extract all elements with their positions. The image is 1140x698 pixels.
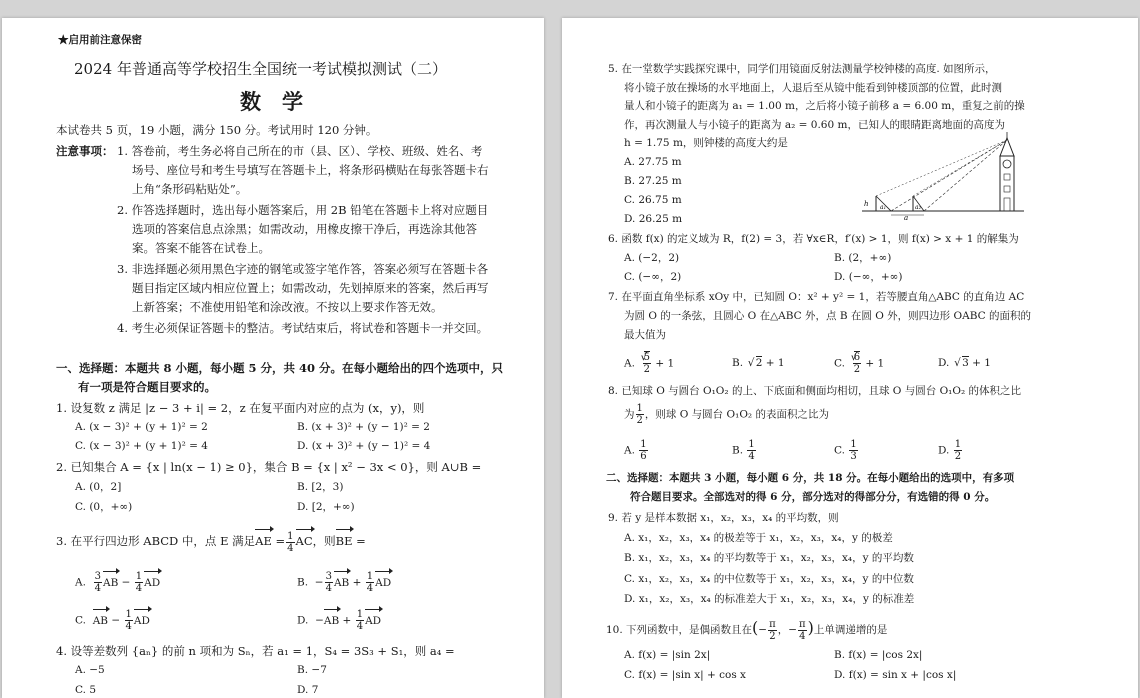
q5-line-5: h = 1.75 m，则钟楼的高度大约是 [624,137,788,149]
q9-option-c: C. x₁，x₂，x₃，x₄ 的中位数等于 x₁，x₂，x₃，x₄，y 的中位数 [624,573,914,585]
note-2-line-2: 选项的答案信息点涂黑；如需改动，用橡皮擦干净后，再选涂其他答 [132,222,477,236]
q9-option-d: D. x₁，x₂，x₃，x₄ 的标准差大于 x₁，x₂，x₃，x₄，y 的标准差 [624,593,915,605]
q10-option-b: B. f(x) = |cos 2x| [834,649,923,661]
section2-heading: 二、选择题：本题共 3 小题，每小题 6 分，共 18 分。在每小题给出的选项中，有多项 [606,472,1015,484]
q1-option-c: C. (x − 3)² + (y + 1)² = 4 [75,440,208,452]
q3-option-b: B. − $\frac{3}{4}$ AB + $\frac{1}{4}$ AD [297,571,392,594]
q2-stem: 2. 已知集合 A = {x | ln(x − 1) ≥ 0}，集合 B = {x | x² − 3x < 0}，则 A∪B = [56,460,482,474]
q7-option-a: A. √ $\frac{5}{2}$ + 1 [624,352,674,375]
exam-page-left [2,18,544,698]
q9-option-a: A. x₁，x₂，x₃，x₄ 的极差等于 x₁，x₂，x₃，x₄，y 的极差 [624,532,893,544]
q4-stem: 4. 设等差数列 {aₙ} 的前 n 项和为 Sₙ，若 a₁ = 1，S₄ = 3S₃ + S₁，则 a₄ = [56,644,455,658]
section1-heading: 一、选择题：本题共 8 小题，每小题 5 分，共 40 分。在每小题给出的四个选项中，只 [56,361,504,375]
q7-line-3: 最大值为 [624,329,666,341]
q4-option-c: C. 5 [75,684,97,696]
q2-option-d: D. [2，+∞) [297,501,355,513]
q6-option-c: C. (−∞，2) [624,271,682,283]
q7-option-d: D. √ 3 + 1 [938,352,991,374]
q5-line-4: 作，再次测量人与小镜子的距离为 a₂ = 0.60 m，已知人的眼睛距离地面的高度为 [624,119,1005,131]
q3-stem: 3. 在平行四边形 ABCD 中，点 E 满足AE = $\frac{1}{4}$ AC，则BE = [56,530,366,554]
q5-option-d: D. 26.25 m [624,213,683,225]
note-3-line-2: 题目指定区域内相应位置上；如需改动，先划掉原来的答案，然后再写 [132,281,489,295]
q4-option-d: D. 7 [297,684,319,696]
q7-option-c: C. √ $\frac{6}{2}$ + 1 [834,352,884,375]
q2-option-a: A. (0，2] [75,481,122,493]
q4-option-b: B. −7 [297,664,327,676]
q10-option-c: C. f(x) = |sin x| + cos x [624,669,746,681]
q6-stem: 6. 函数 f(x) 的定义域为 R，f(2) = 3，若 ∀x∈R，f′(x) > 1，则 f(x) > x + 1 的解集为 [608,233,1019,245]
q8-option-a: A. $\frac{1}{6}$ [624,439,647,462]
note-3-line-3: 上新答案；不准使用铅笔和涂改液。不按以上要求作答无效。 [132,300,443,314]
exam-info: 本试卷共 5 页，19 小题，满分 150 分。考试用时 120 分钟。 [56,123,378,137]
q1-option-b: B. (x + 3)² + (y − 1)² = 2 [297,421,430,433]
q2-option-c: C. (0，+∞) [75,501,133,513]
q5-line-3: 量人和小镜子的距离为 a₁ = 1.00 m，之后将小镜子前移 a = 6.00 m，重复之前的操 [624,100,1025,112]
q10-stem: 10. 下列函数中，是偶函数且在(− $\frac{\pi}{2}$ ，− $\frac{\pi}{4}$ )上单调递增的是 [606,618,888,642]
exam-title: 2024 年普通高等学校招生全国统一考试模拟测试（二） [74,60,447,78]
svg-text:h: h [864,200,869,208]
q3-option-d: D. −AB + $\frac{1}{4}$ AD [297,609,382,632]
svg-text:a₂: a₂ [915,204,921,211]
q5-line-2: 将小镜子放在操场的水平地面上，人退后至从镜中能看到钟楼顶部的位置，此时测 [624,82,1002,94]
q8-line-1: 8. 已知球 O 与圆台 O₁O₂ 的上、下底面和侧面均相切，且球 O 与圆台 O₁O₂ 的体积之比 [608,385,1022,397]
q1-option-a: A. (x − 3)² + (y + 1)² = 2 [75,421,208,433]
note-4-line-1: 4. 考生必须保证答题卡的整洁。考试结束后，将试卷和答题卡一并交回。 [117,321,489,335]
subject-title: 数 学 [240,89,303,114]
note-1-line-1: 1. 答卷前，考生务必将自己所在的市（县、区）、学校、班级、姓名、考 [117,144,483,158]
q5-option-a: A. 27.75 m [624,156,682,168]
q10-option-a: A. f(x) = |sin 2x| [624,649,711,661]
note-1-line-3: 上角“条形码粘贴处”。 [132,182,248,196]
q6-option-b: B. (2，+∞) [834,252,892,264]
section1-heading-cont: 有一项是符合题目要求的。 [78,380,216,394]
q7-line-2: 为圆 O 的一条弦，且圆心 O 在△ABC 外，点 B 在圆 O 外，则四边形 OABC 的面积的 [624,310,1031,322]
q9-option-b: B. x₁，x₂，x₃，x₄ 的平均数等于 x₁，x₂，x₃，x₄，y 的平均数 [624,552,914,564]
q8-option-b: B. $\frac{1}{4}$ [732,439,755,462]
secret-notice: ★启用前注意保密 [58,34,142,46]
q3-option-a: A. $\frac{3}{4}$ AB − $\frac{1}{4}$ AD [75,571,161,594]
exam-page-right [562,18,1138,698]
q10-option-d: D. f(x) = sin x + |cos x| [834,669,957,681]
clock-tower-figure [858,126,1026,222]
note-1-line-2: 场号、座位号和考生号填写在答题卡上，将条形码横贴在每张答题卡右 [132,163,489,177]
q1-option-d: D. (x + 3)² + (y − 1)² = 4 [297,440,431,452]
q6-option-d: D. (−∞，+∞) [834,271,903,283]
q9-stem: 9. 若 y 是样本数据 x₁，x₂，x₃，x₄ 的平均数，则 [608,512,839,524]
q5-option-c: C. 26.75 m [624,194,682,206]
q2-option-b: B. [2，3) [297,481,344,493]
svg-text:a₁: a₁ [880,204,886,211]
q8-option-d: D. $\frac{1}{2}$ [938,439,962,462]
q8-option-c: C. $\frac{1}{3}$ [834,439,857,462]
note-2-line-3: 案。答案不能答在试卷上。 [132,241,270,255]
q8-line-2: 为 $\frac{1}{2}$ ，则球 O 与圆台 O₁O₂ 的表面积之比为 [624,403,829,426]
note-3-line-1: 3. 非选择题必须用黑色字迹的钢笔或签字笔作答，答案必须写在答题卡各 [117,262,489,276]
q6-option-a: A. (−2，2) [624,252,680,264]
q5-option-b: B. 27.25 m [624,175,682,187]
note-2-line-1: 2. 作答选择题时，选出每小题答案后，用 2B 铅笔在答题卡上将对应题目 [117,203,489,217]
q7-line-1: 7. 在平面直角坐标系 xOy 中，已知圆 O：x² + y² = 1，若等腰直角△ABC 的直角边 AC [608,291,1025,303]
notes-label: 注意事项： [56,144,114,158]
q5-line-1: 5. 在一堂数学实践探究课中，同学们用镜面反射法测量学校钟楼的高度. 如图所示， [608,63,996,75]
q1-stem: 1. 设复数 z 满足 |z − 3 + i| = 2，z 在复平面内对应的点为 (x，y)，则 [56,401,425,415]
q4-option-a: A. −5 [75,664,105,676]
section2-heading-cont: 符合题目要求。全部选对的得 6 分，部分选对的得部分分，有选错的得 0 分。 [630,491,996,503]
svg-text:a: a [904,214,909,222]
q3-option-c: C. AB − $\frac{1}{4}$ AD [75,609,150,632]
q7-option-b: B. √ 2 + 1 [732,352,785,374]
